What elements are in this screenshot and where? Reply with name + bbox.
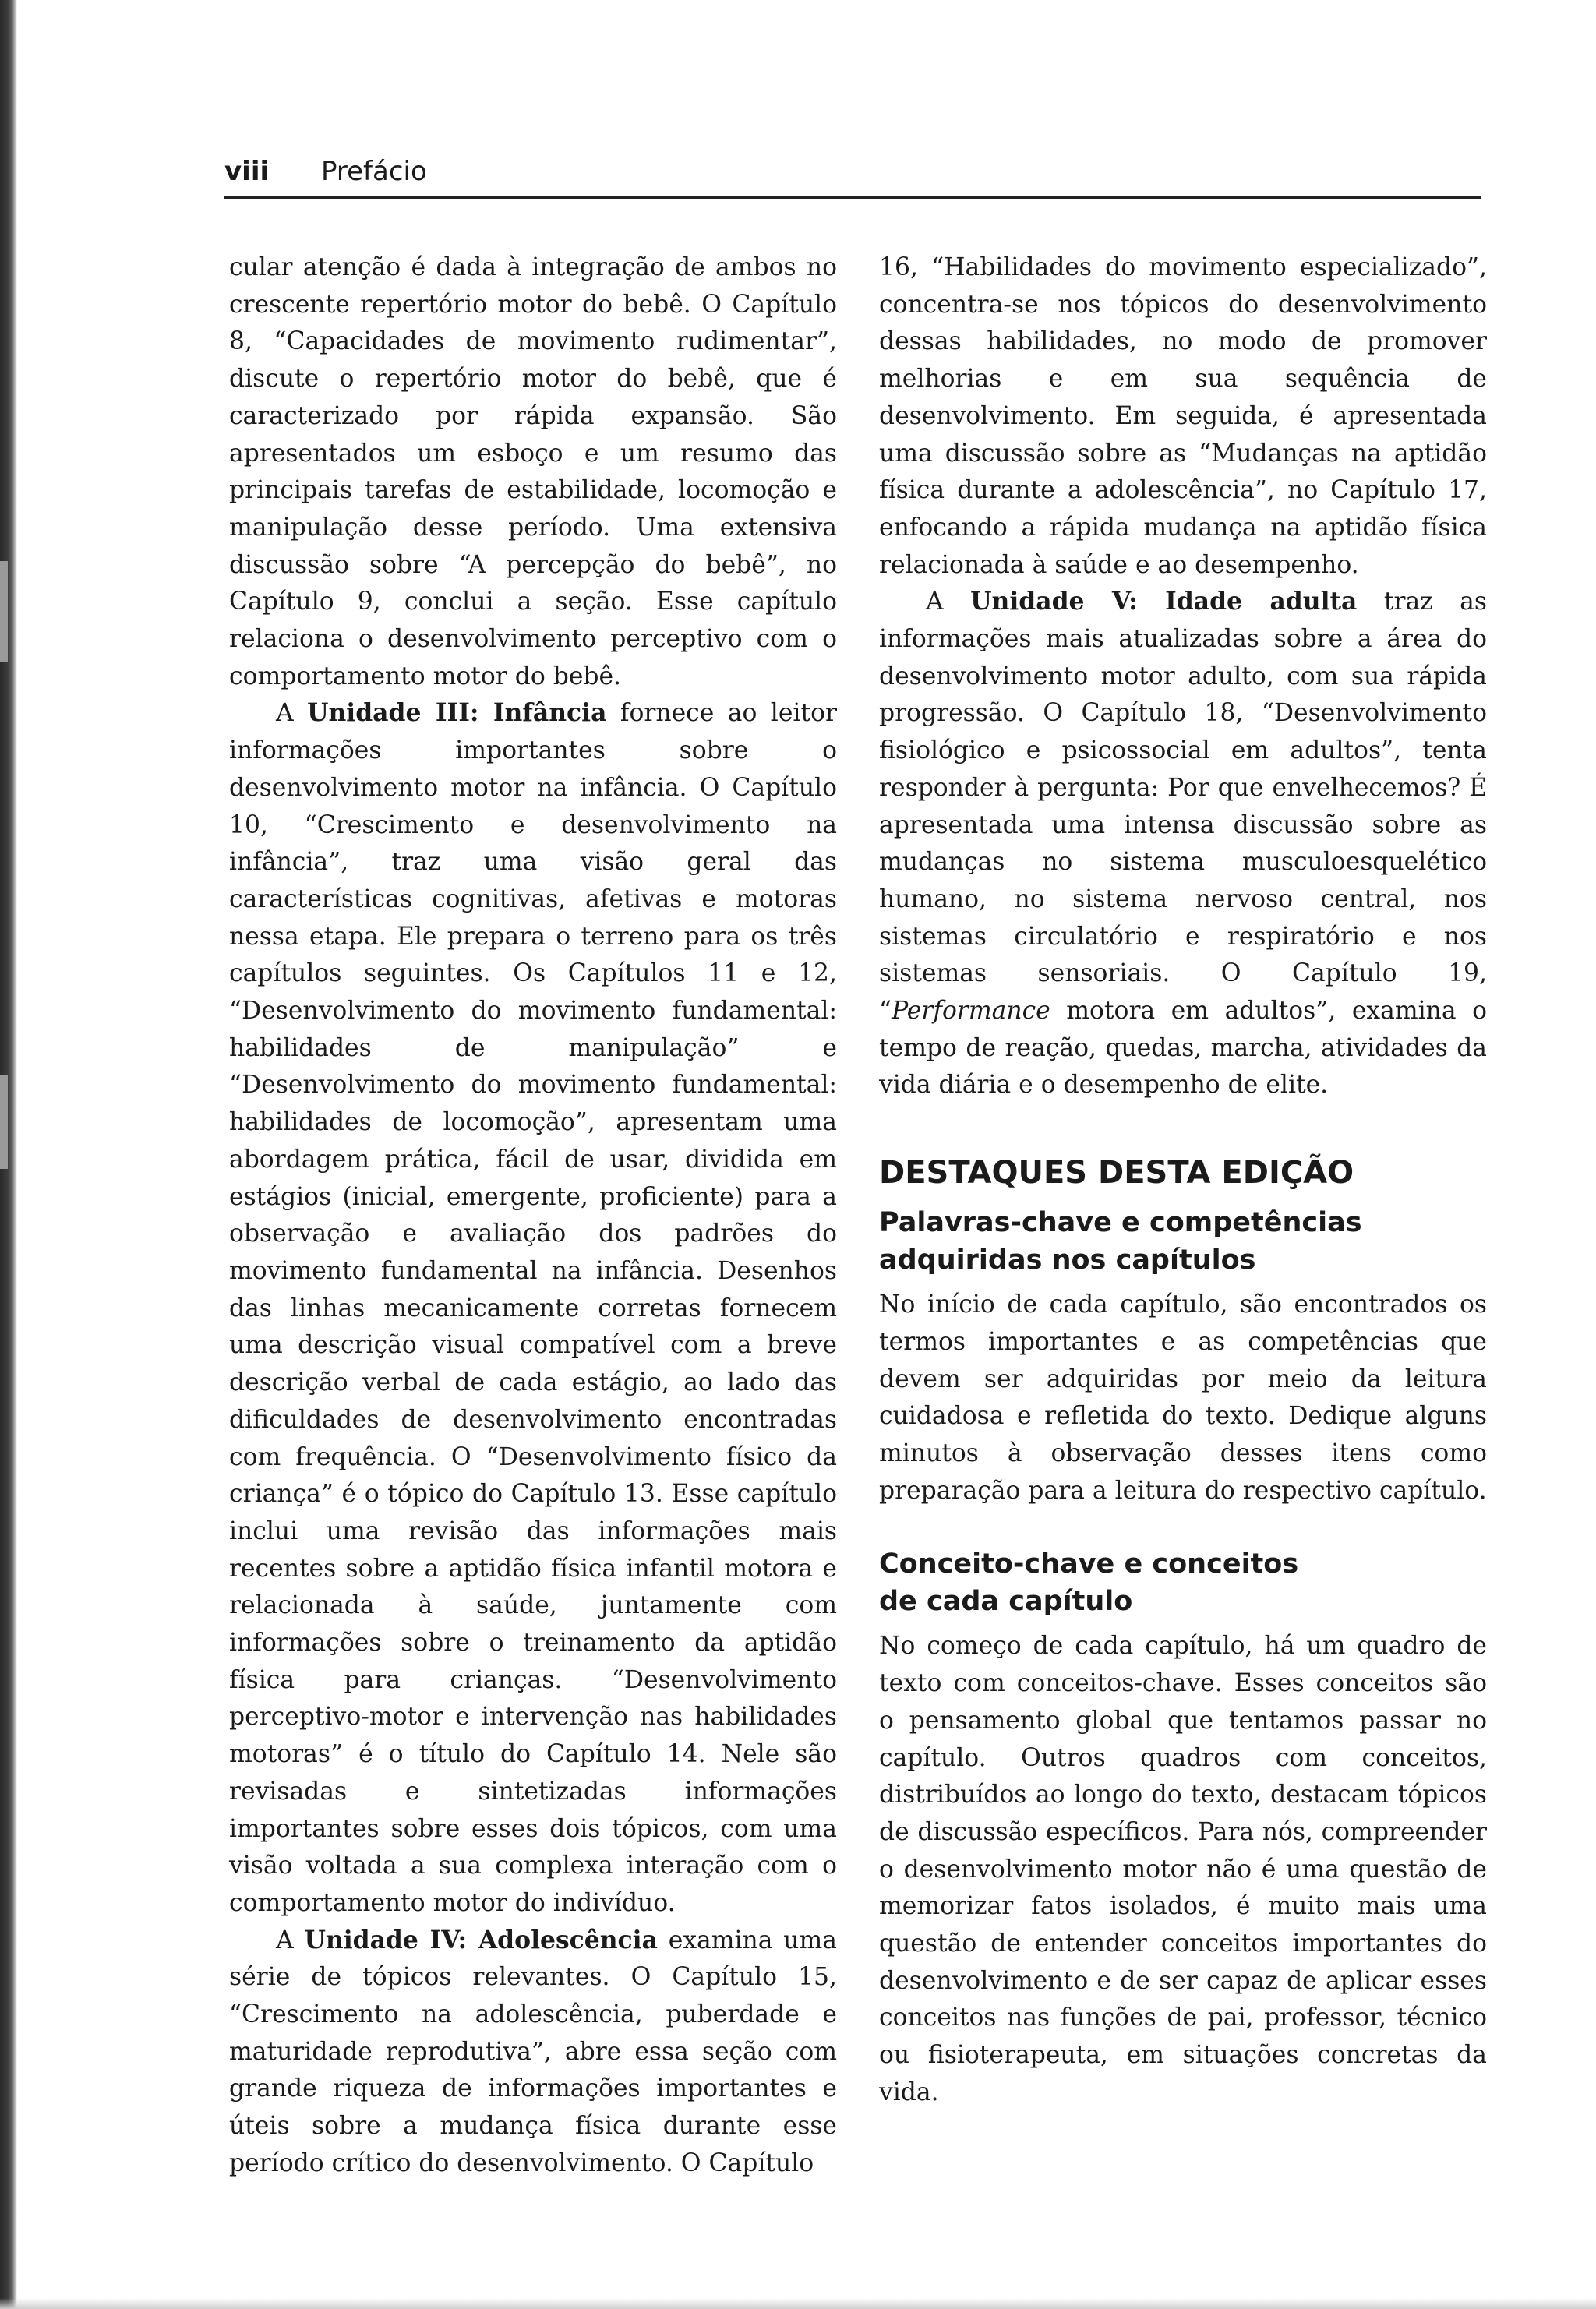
italic-term: Performance — [892, 997, 1050, 1026]
paragraph-unit-v — [879, 584, 1487, 1104]
paragraph-lead: A — [276, 1926, 305, 1954]
subsection-heading — [879, 1545, 1487, 1620]
paragraph-body: traz as informações mais atualizadas sobre a área do desenvolvimento motor adulto, com sua rápida progressão. O Capítulo 18, “Desenvolvimento fisiológico e psicossocial em adultos”, tenta responder à pergunta: Por que envelhecemos? É apresentada uma intensa discussão sobre as mudanças no sistema musculoesquelético humano, no sistema nervoso central, nos sistemas circulatório e respiratório e nos sistemas sensoriais. O Capítulo 19, “ — [879, 588, 1488, 1026]
paragraph-unit-iii — [229, 695, 837, 1922]
subsection-paragraph: No início de cada capítulo, são encontrados os termos importantes e as competências que devem ser adquiridas por meio da leitura cuidadosa e refletida do texto. Dedique alguns minutos à observação desses itens como preparação para a leitura do respectivo capítulo. — [879, 1290, 1487, 1505]
section-name: Prefácio — [321, 156, 427, 187]
subsection-paragraph: No começo de cada capítulo, há um quadro de texto com conceitos-chave. Esses conceitos são o pensamento global que tentamos passar no capítulo. Outros quadros com conceitos, distribuídos ao longo do texto, destacam tópicos de discussão específicos. Para nós, compreender o desenvolvimento motor não é uma questão de memorizar fatos isolados, é muito mais uma questão de entender conceitos importantes do desenvolvimento e de ser capaz de aplicar esses conceitos nas funções de pai, professor, técnico ou fisioterapeuta, em situações concretas da vida. — [879, 1632, 1487, 2106]
scan-shadow-bottom — [0, 2298, 1596, 2309]
paragraph-continued: cular atenção é dada à integração de ambos no crescente repertório motor do bebê. O Capítulo 8, “Capacidades de movimento rudimentar”, discute o repertório motor do bebê, que é caracterizado por rápida expansão. São apresentados um esboço e um resumo das principais tarefas de estabilidade, locomoção e manipulação desse período. Uma extensiva discussão sobre “A percepção do bebê”, no Capítulo 9, conclui a seção. Esse capítulo relaciona o desenvolvimento perceptivo com o comportamento motor do bebê. — [229, 253, 837, 690]
subsection-heading-line: Conceito-chave e conceitos — [879, 1548, 1299, 1580]
section-heading: DESTAQUES DESTA EDIÇÃO — [879, 1155, 1354, 1192]
paragraph-continued: 16, “Habilidades do movimento especializado”, concentra-se nos tópicos do desenvolvimento dessas habilidades, no modo de promover melhorias e em sua sequência de desenvolvimento. Em seguida, é apresentada uma discussão sobre as “Mudanças na aptidão física durante a adolescência”, no Capítulo 17, enfocando a rápida mudança na aptidão física relacionada à saúde e ao desempenho. — [879, 253, 1487, 579]
unit-v-title: Unidade V: Idade adulta — [970, 588, 1358, 616]
scan-mark — [0, 1075, 8, 1169]
unit-iv-title: Unidade IV: Adolescência — [304, 1926, 658, 1954]
paragraph-lead: A — [926, 588, 971, 616]
paragraph-body: motora em adultos”, examina o tempo de reação, quedas, marcha, atividades da vida diária e o desempenho de elite. — [879, 997, 1487, 1100]
subsection-heading-line: Palavras-chave e competências — [879, 1207, 1362, 1239]
subsection-heading-line: adquiridas nos capítulos — [879, 1245, 1256, 1276]
paragraph-unit-iv — [229, 1922, 837, 2183]
running-header — [224, 156, 1481, 199]
left-column — [229, 249, 837, 2183]
paragraph-body: examina uma série de tópicos relevantes. O Capítulo 15, “Crescimento na adolescência, puberdade e maturidade reprodutiva”, abre essa seção com grande riqueza de informações importantes e úteis sobre a mudança física durante esse período crítico do desenvolvimento. O Capítulo — [229, 1926, 837, 2177]
paragraph-body: fornece ao leitor informações importantes sobre o desenvolvimento motor na infância. O Capítulo 10, “Crescimento e desenvolvimento na infância”, traz uma visão geral das características cognitivas, afetivas e motoras nessa etapa. Ele prepara o terreno para os três capítulos seguintes. Os Capítulos 11 e 12, “Desenvolvimento do movimento fundamental: habilidades de manipulação” e “Desenvolvimento do movimento fundamental: habilidades de locomoção”, apresentam uma abordagem prática, fácil de usar, dividida em estágios (inicial, emergente, proficiente) para a observação e avaliação dos padrões do movimento fundamental na infância. Desenhos das linhas mecanicamente corretas fornecem uma descrição visual compatível com a breve descrição verbal de cada estágio, ao lado das dificuldades de desenvolvimento encontradas com frequência. O “Desenvolvimento físico da criança” é o tópico do Capítulo 13. Esse capítulo inclui uma revisão das informações mais recentes sobre a aptidão física infantil motora e relacionada à saúde, juntamente com informações sobre o treinamento da aptidão física para crianças. “Desenvolvimento perceptivo-motor e intervenção nas habilidades motoras” é o título do Capítulo 14. Nele são revisadas e sintetizadas informações importantes sobre esses dois tópicos, com uma visão voltada a sua complexa interação com o comportamento motor do indivíduo. — [229, 699, 837, 1917]
page-number: viii — [224, 156, 270, 187]
subsection-heading-line: de cada capítulo — [879, 1586, 1133, 1618]
unit-iii-title: Unidade III: Infância — [307, 699, 607, 728]
right-column — [879, 249, 1487, 2112]
scan-mark — [0, 561, 8, 662]
subsection-heading — [879, 1204, 1487, 1279]
paragraph-lead: A — [276, 699, 308, 728]
